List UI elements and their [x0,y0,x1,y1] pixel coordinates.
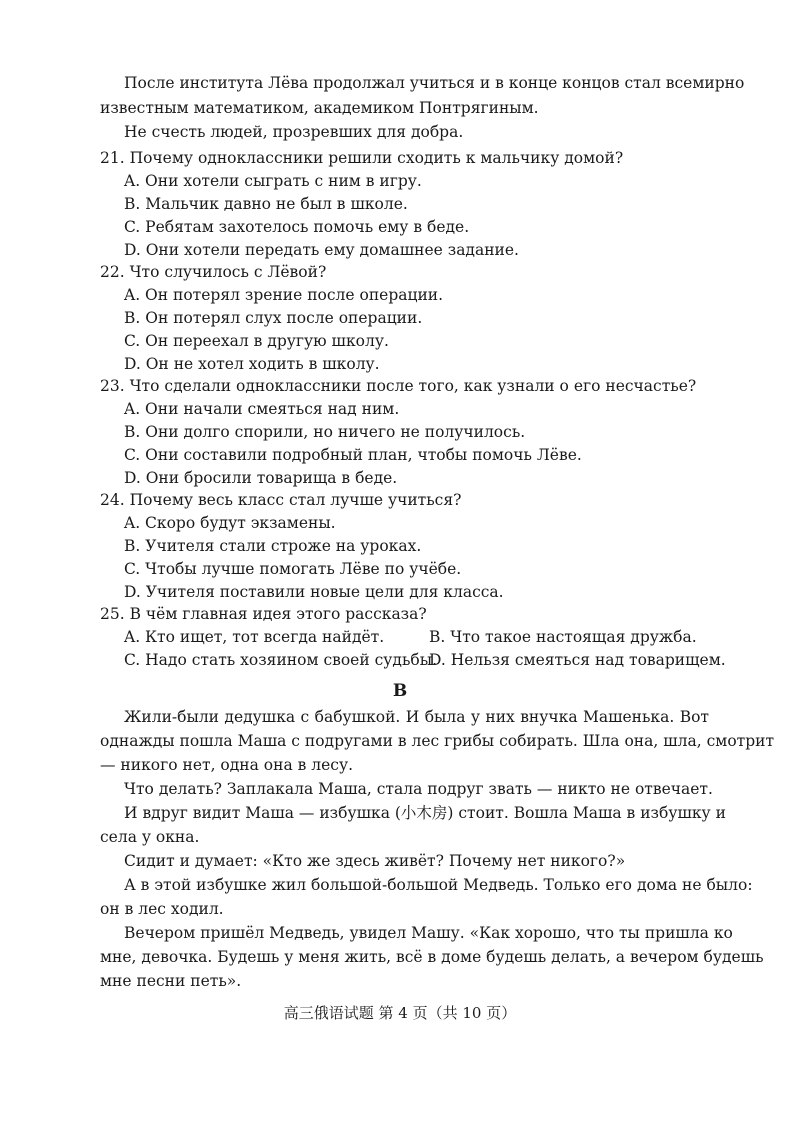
question-24-option-c: C. Чтобы лучше помогать Лёве по учёбе. [124,560,462,578]
question-21-stem: 21. Почему одноклассники решили сходить к мальчику домой? [100,149,624,167]
question-24-stem: 24. Почему весь класс стал лучше учиться? [100,491,462,509]
question-25-option-c: C. Надо стать хозяином своей судьбы. [124,651,437,669]
question-24-option-b: B. Учителя стали строже на уроках. [124,537,422,555]
question-25-stem: 25. В чём главная идея этого рассказа? [100,605,427,623]
section-heading: B [392,681,408,701]
story-line-10: Вечером пришёл Медведь, увидел Машу. «Как хорошо, что ты пришла ко [124,924,733,942]
intro-line-2: известным математиком, академиком Понтрягиным. [100,99,539,117]
question-21-option-d: D. Они хотели передать ему домашнее задание. [124,241,519,259]
question-23-option-c: C. Они составили подробный план, чтобы помочь Лёве. [124,446,582,464]
question-24-option-a: A. Скоро будут экзамены. [124,514,336,532]
question-22-stem: 22. Что случилось с Лёвой? [100,263,327,281]
question-22-option-b: B. Он потерял слух после операции. [124,309,423,327]
question-23-stem: 23. Что сделали одноклассники после того, как узнали о его несчастье? [100,377,697,395]
story-line-8: А в этой избушке жил большой-большой Медведь. Только его дома не было: [124,876,753,894]
story-line-2: однажды пошла Маша с подругами в лес грибы собирать. Шла она, шла, смотрит [100,732,775,750]
story-line-1: Жили-были дедушка с бабушкой. И была у них внучка Машенька. Вот [124,708,709,726]
question-25-option-d: D. Нельзя смеяться над товарищем. [429,651,726,669]
story-line-7: Сидит и думает: «Кто же здесь живёт? Почему нет никого?» [124,852,626,870]
story-line-9: он в лес ходил. [100,900,224,918]
question-21-option-c: C. Ребятам захотелось помочь ему в беде. [124,218,470,236]
question-25-option-a: A. Кто ищет, тот всегда найдёт. [124,628,385,646]
question-23-option-b: B. Они долго спорили, но ничего не получилось. [124,423,526,441]
question-23-option-a: A. Они начали смеяться над ним. [124,400,400,418]
story-line-3: — никого нет, одна она в лесу. [100,756,354,774]
story-line-12: мне песни петь». [100,972,242,990]
story-line-11: мне, девочка. Будешь у меня жить, всё в доме будешь делать, а вечером будешь [100,948,764,966]
question-24-option-d: D. Учителя поставили новые цели для класса. [124,583,504,601]
question-22-option-c: C. Он переехал в другую школу. [124,332,389,350]
story-line-6: села у окна. [100,828,200,846]
story-line-4: Что делать? Заплакала Маша, стала подруг звать — никто не отвечает. [124,780,713,798]
question-25-option-b: B. Что такое настоящая дружба. [429,628,697,646]
page-footer: 高三俄语试题 第 4 页（共 10 页） [283,1004,517,1022]
intro-line-1: После института Лёва продолжал учиться и в конце концов стал всемирно [124,74,745,92]
question-22-option-a: A. Он потерял зрение после операции. [124,286,444,304]
intro-line-3: Не счесть людей, прозревших для добра. [124,123,464,141]
question-22-option-d: D. Он не хотел ходить в школу. [124,355,380,373]
story-line-5: И вдруг видит Маша — избушка (小木房) стоит. Вошла Маша в избушку и [124,804,726,822]
question-21-option-a: A. Они хотели сыграть с ним в игру. [124,172,422,190]
question-23-option-d: D. Они бросили товарища в беде. [124,469,398,487]
question-21-option-b: B. Мальчик давно не был в школе. [124,195,408,213]
